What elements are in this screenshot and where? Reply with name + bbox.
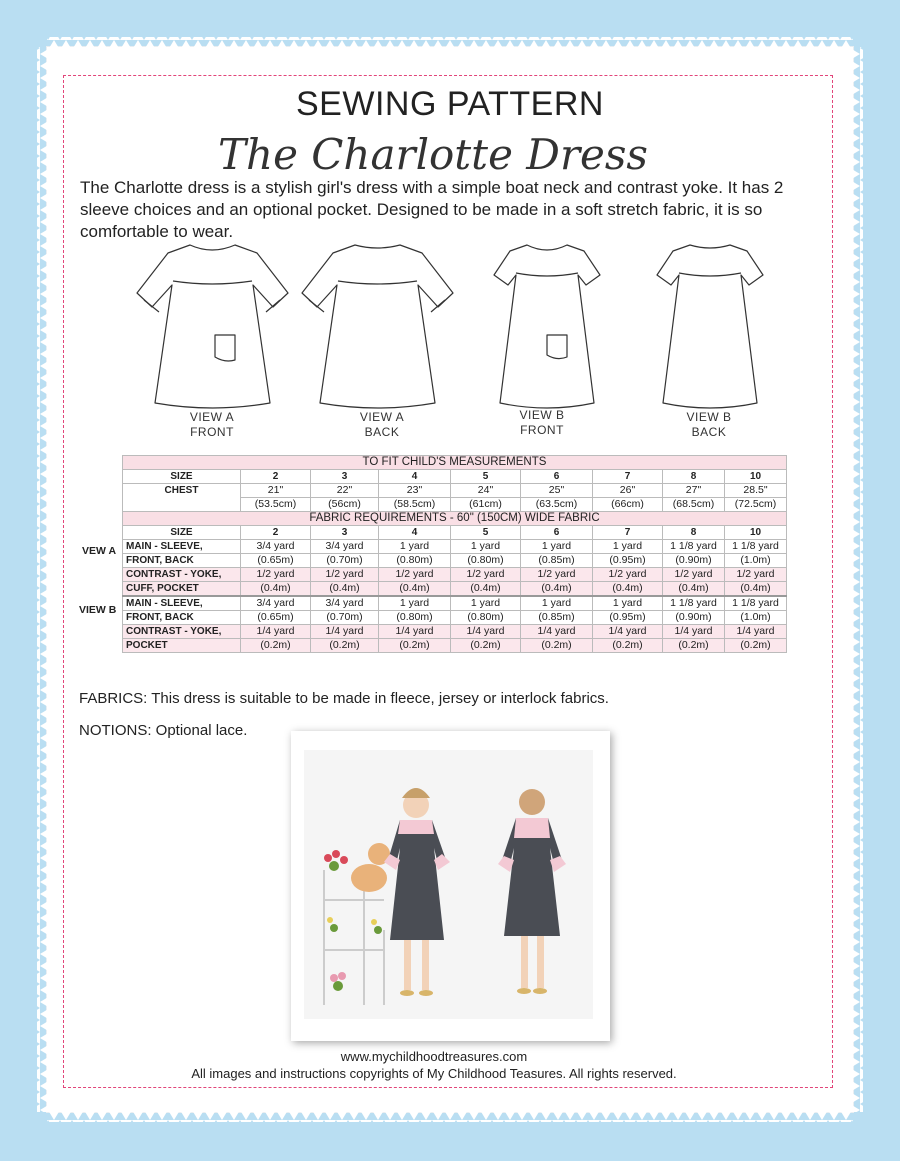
- notions-note: NOTIONS: Optional lace.: [79, 722, 248, 739]
- table-row: POCKET (0.2m) (0.2m) (0.2m) (0.2m) (0.2m) (0.2m) (0.2m) (0.2m): [123, 639, 787, 653]
- table-row: CUFF, POCKET (0.4m) (0.4m) (0.4m) (0.4m) (0.4m) (0.4m) (0.4m) (0.4m): [123, 582, 787, 597]
- view-a-front-drawing: [137, 245, 288, 408]
- view-b-row-label: VIEW B: [79, 604, 117, 616]
- size-row: SIZE 2 3 4 5 6 7 8 10: [123, 470, 787, 484]
- view-b-back-label: VIEW B BACK: [686, 410, 732, 439]
- size-chart-table: [122, 455, 787, 653]
- table-row: CONTRAST - YOKE, 1/2 yard 1/2 yard 1/2 yard 1/2 yard 1/2 yard 1/2 yard 1/2 yard 1/2 yard: [123, 568, 787, 582]
- chest-cm-row: (53.5cm) (56cm) (58.5cm) (61cm) (63.5cm) (66cm) (68.5cm) (72.5cm): [123, 498, 787, 512]
- fabrics-note: FABRICS: This dress is suitable to be made in fleece, jersey or interlock fabrics.: [79, 690, 609, 707]
- view-b-front-label: VIEW B FRONT: [519, 408, 565, 437]
- fabric-header-row: FABRIC REQUIREMENTS - 60" (150CM) WIDE FABRIC: [123, 512, 787, 526]
- photo-frame: [291, 731, 610, 1041]
- table-row: MAIN - SLEEVE, 3/4 yard 3/4 yard 1 yard 1 yard 1 yard 1 yard 1 1/8 yard 1 1/8 yard: [123, 540, 787, 554]
- table-row: MAIN - SLEEVE, 3/4 yard 3/4 yard 1 yard 1 yard 1 yard 1 yard 1 1/8 yard 1 1/8 yard: [123, 596, 787, 611]
- table-row: FRONT, BACK (0.65m) (0.70m) (0.80m) (0.80m) (0.85m) (0.95m) (0.90m) (1.0m): [123, 611, 787, 625]
- view-a-back-drawing: [302, 245, 453, 408]
- view-b-front-drawing: [494, 245, 600, 408]
- measurements-header-row: TO FIT CHILD'S MEASUREMENTS: [123, 456, 787, 470]
- view-a-back-label: VIEW A BACK: [359, 410, 405, 439]
- girls-in-dresses-illustration: [304, 750, 593, 1019]
- model-photo: [304, 750, 593, 1019]
- page-title: SEWING PATTERN: [296, 85, 604, 123]
- copyright-notice: All images and instructions copyrights of My Childhood Teasures. All rights reserved.: [191, 1066, 677, 1081]
- website-url: www.mychildhoodtreasures.com: [340, 1049, 528, 1064]
- view-a-front-label: VIEW A FRONT: [189, 410, 235, 439]
- table-row: FRONT, BACK (0.65m) (0.70m) (0.80m) (0.80m) (0.85m) (0.95m) (0.90m) (1.0m): [123, 554, 787, 568]
- view-a-row-label: VEW A: [82, 545, 117, 557]
- pattern-name: The Charlotte Dress: [218, 130, 648, 179]
- fabric-size-row: SIZE 2 3 4 5 6 7 8 10: [123, 526, 787, 540]
- intro-paragraph: The Charlotte dress is a stylish girl's dress with a simple boat neck and contrast yoke. It has 2 sleeve choices and an optional pocket. Designed to be made in a soft stretch fabric, it is so comfortable to wear.: [80, 178, 784, 241]
- view-b-back-drawing: [657, 245, 763, 408]
- table-row: CONTRAST - YOKE, 1/4 yard 1/4 yard 1/4 yard 1/4 yard 1/4 yard 1/4 yard 1/4 yard 1/4 yard: [123, 625, 787, 639]
- dress-illustrations: [120, 240, 780, 410]
- chest-row: CHEST 21" 22" 23" 24" 25" 26" 27" 28.5": [123, 484, 787, 498]
